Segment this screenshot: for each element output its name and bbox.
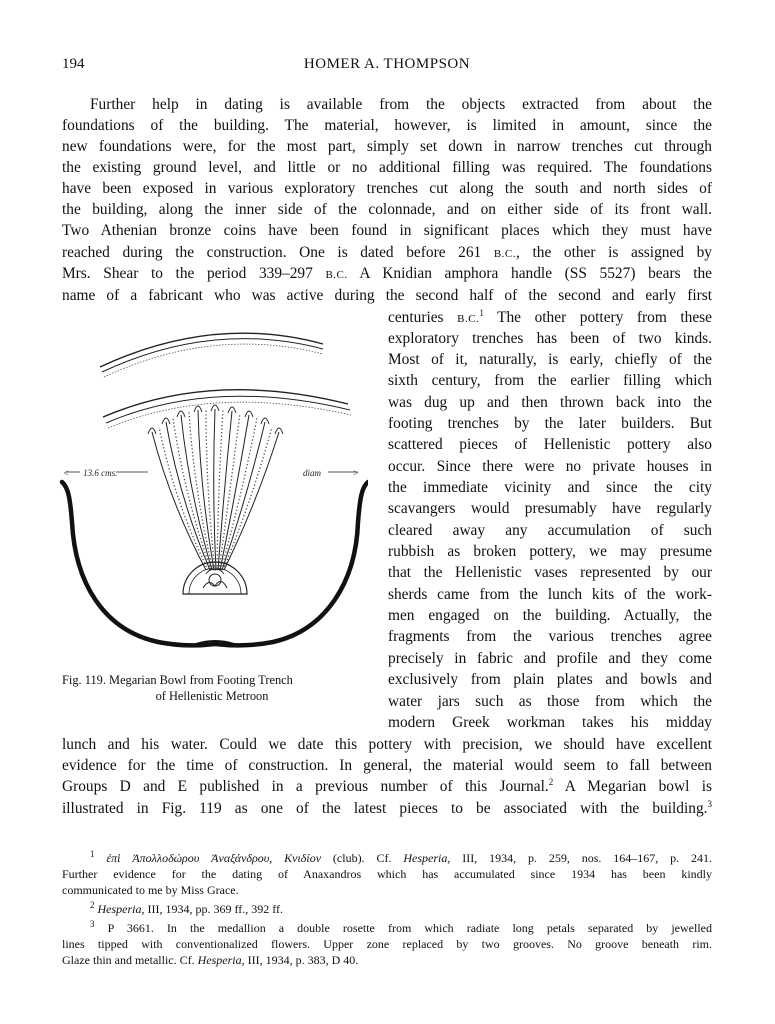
journal-title: Hesperia [97, 902, 142, 916]
body-line: scavangers would presumably have regularly [388, 500, 712, 517]
footnote-line: Glaze thin and metallic. Cf. Hesperia, III, 1934, p. 383, D 40. [62, 953, 359, 967]
body-line: exploratory trenches has been of two kinds. [388, 330, 712, 347]
body-text: A Knidian amphora handle (SS 5527) bears the [347, 265, 712, 282]
greek-text: ἐπὶ Ἀπολλοδώρου Ἀναξάνδρου, Κνιδίον [106, 851, 322, 865]
body-line: footing trenches by the later builders. But [388, 415, 712, 432]
figure-megarian-bowl [58, 322, 368, 662]
body-line: rubbish as broken pottery, we may presume [388, 543, 712, 560]
footnote-mark: 2 [548, 776, 554, 787]
body-text: , the other is assigned by [516, 244, 712, 261]
body-line: exclusively from plain plates and bowls and [388, 671, 712, 688]
caption-line: of Hellenistic Metroon [155, 689, 269, 703]
body-line: have been exposed in various exploratory trenches cut along the south and north sides of [62, 180, 712, 197]
body-line: Most of it, naturally, is early, chiefly of the [388, 351, 712, 368]
caption-line: Fig. 119. Megarian Bowl from Footing Trench [62, 673, 293, 687]
body-line: foundations of the building. The material, however, is limited in amount, since the [62, 117, 712, 134]
journal-title: Hesperia [403, 851, 448, 865]
footnote-3: $^3$ P 3661. In the medallion a double rosette from which radiate long petals separated by jewelled [90, 919, 712, 935]
body-line: scattered pieces of Hellenistic pottery also [388, 436, 712, 453]
body-line: men engaged on the building. Actually, the [388, 607, 712, 624]
body-line: modern Greek workman takes his midday [388, 714, 712, 731]
footnote-mark: 3 [707, 798, 712, 809]
body-line: name of a fabricant who was active during the second half of the second and early first [62, 287, 712, 304]
body-line: that the Hellenistic vases represented by our [388, 564, 712, 581]
running-title: HOMER A. THOMPSON [303, 56, 471, 72]
footnote-number: 1 [90, 849, 95, 859]
body-line: cleared away any accumulation of such [388, 522, 712, 539]
body-line: the immediate vicinity and since the city [388, 479, 712, 496]
small-caps-bc: B.C. [457, 313, 480, 325]
body-line: evidence for the time of construction. In general, the material would seem to fall between [62, 757, 712, 774]
body-text: Groups D and E published in a previous number of this Journal. [62, 778, 549, 795]
body-line: lunch and his water. Could we date this pottery with precision, we should have excellent [62, 736, 712, 753]
body-text: reached during the construction. One is dated before 261 [62, 244, 482, 261]
footnote-number: 2 [90, 900, 95, 910]
footnote-line: lines tipped with conventionalized flowers. Upper zone replaced by two grooves. No groove beneath rim. [62, 937, 712, 951]
body-line: water jars such as those from which the [388, 693, 712, 710]
body-line: sherds came from the lunch kits of the work- [388, 586, 712, 603]
page-number: 194 [62, 56, 85, 72]
footnote-line: communicated to me by Miss Grace. [62, 883, 239, 897]
footnote-2: $^2$ Hesperia, III, 1934, pp. 369 ff., 392 ff. [90, 900, 284, 916]
body-line [62, 776, 712, 797]
body-text: Mrs. Shear to the period 339–297 [62, 265, 313, 282]
svg-text:>: > [353, 468, 359, 478]
body-line: precisely in fabric and profile and they come [388, 650, 712, 667]
body-line: Further help in dating is available from the objects extracted from about the [90, 96, 712, 113]
body-line [62, 242, 712, 265]
body-line: Two Athenian bronze coins have been found in significant places which they must have [62, 222, 712, 239]
body-line [62, 798, 712, 819]
footnote-1: $^1$ ἐπὶ Ἀπολλοδώρου Ἀναξάνδρου, Κνιδίον (club). Cf. Hesperia, III, 1934, p. 259, nos. 164–167, p. 241. [90, 849, 713, 865]
figure-caption [62, 672, 362, 704]
body-text: A Megarian bowl is [553, 778, 713, 795]
bowl-drawing [58, 322, 368, 662]
body-line: occur. Since there were no private houses in [388, 458, 712, 475]
body-line: the building, along the inner side of the colonnade, and on either side of its front wall. [62, 201, 712, 218]
footnote-line: Further evidence for the dating of Anaxandros which has accumulated since 1934 has been kindly [62, 867, 712, 881]
body-text: illustrated in Fig. 119 as one of the latest pieces to be associated with the building. [62, 800, 708, 817]
journal-title: Hesperia [197, 953, 242, 967]
svg-text:<13.6 cms.: < 13.6 cms. [63, 468, 118, 478]
label-diam: diam [303, 468, 321, 478]
body-text: The other pottery from these [483, 309, 712, 326]
label-size: 13.6 cms. [83, 468, 118, 478]
small-caps-bc: B.C. [493, 248, 517, 260]
body-line [62, 263, 712, 286]
body-text: centuries [388, 309, 444, 326]
body-line: the existing ground level, and little or no additional filling was required. The foundations [62, 159, 712, 176]
running-header [62, 56, 712, 78]
footnote-mark: 1 [479, 307, 484, 318]
body-line [388, 307, 712, 330]
small-caps-bc: B.C. [325, 269, 348, 281]
footnote-number: 3 [90, 919, 95, 929]
body-line: sixth century, from the earlier filling which [388, 372, 712, 389]
body-line: new foundations were, for the most part, simply set down in narrow trenches cut through [62, 138, 712, 155]
body-line: fragments from the various trenches agree [388, 628, 712, 645]
body-line: was dug up and then thrown back into the [388, 394, 712, 411]
